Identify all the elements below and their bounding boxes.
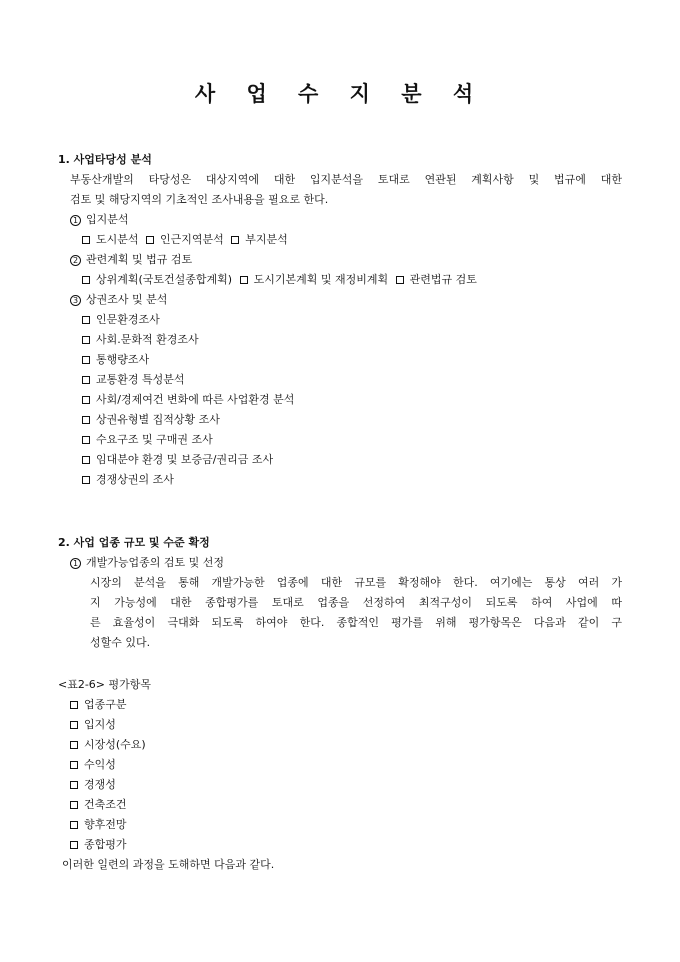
section-2-heading: 2. 사업 업종 규모 및 수준 확정	[58, 536, 210, 549]
checklist-item: 부지분석	[245, 233, 288, 246]
list-item	[82, 312, 160, 328]
checkbox-icon	[70, 721, 78, 729]
checkbox-icon	[82, 456, 90, 464]
list-item-label: 수요구조 및 구매권 조사	[96, 433, 213, 446]
checkbox-icon	[70, 761, 78, 769]
checkbox-icon	[82, 436, 90, 444]
checklist-row	[82, 272, 477, 288]
eval-item	[70, 737, 146, 753]
eval-item	[70, 717, 116, 733]
checkbox-icon	[146, 236, 154, 244]
checklist-row	[82, 232, 288, 248]
checkbox-icon	[70, 841, 78, 849]
section-1-intro-line-2: 검토 및 해당지역의 기초적인 조사내용을 필요로 한다.	[70, 193, 329, 206]
list-item	[82, 472, 174, 488]
subsection-1-1	[70, 212, 129, 228]
list-item-label: 사회.문화적 환경조사	[96, 333, 199, 346]
list-item-label: 임대분야 환경 및 보증금/권리금 조사	[96, 453, 274, 466]
eval-item-label: 입지성	[84, 718, 116, 731]
section-1-intro-line-1: 부동산개발의 타당성은 대상지역에 대한 입지분석을 토대로 연관된 계획사항 및 법규에 대한	[70, 173, 622, 186]
eval-item	[70, 797, 127, 813]
eval-item-label: 향후전망	[84, 818, 127, 831]
paragraph-line-3: 른 효율성이 극대화 되도록 하여야 한다. 종합적인 평가를 위해 평가항목은 다음과 같이 구	[90, 616, 622, 629]
eval-item	[70, 697, 127, 713]
checklist-item: 상위계획(국토건설종합계획)	[96, 273, 233, 286]
subsection-label: 입지분석	[86, 213, 129, 226]
circled-number: 2	[70, 255, 81, 266]
list-item	[82, 332, 199, 348]
document-title: 사 업 수 지 분 석	[194, 81, 486, 106]
eval-item-label: 수익성	[84, 758, 116, 771]
subsection-1-2	[70, 252, 192, 268]
paragraph-line-2: 지 가능성에 대한 종합평가를 토대로 업종을 선정하여 최적구성이 되도록 하여 사업에 따	[90, 596, 622, 609]
checkbox-icon	[70, 701, 78, 709]
circled-number: 1	[70, 215, 81, 226]
list-item	[82, 352, 149, 368]
checklist-item: 도시분석	[96, 233, 139, 246]
eval-item-label: 경쟁성	[84, 778, 116, 791]
checklist-item: 관련법규 검토	[409, 273, 477, 286]
checkbox-icon	[82, 396, 90, 404]
list-item	[82, 372, 185, 388]
eval-item	[70, 817, 127, 833]
eval-item-label: 업종구분	[84, 698, 127, 711]
checklist-item: 도시기본계획 및 재정비계획	[253, 273, 389, 286]
list-item-label: 상권유형별 집적상황 조사	[96, 413, 220, 426]
checkbox-icon	[70, 801, 78, 809]
subsection-label: 상권조사 및 분석	[86, 293, 168, 306]
eval-item-label: 종합평가	[84, 838, 127, 851]
paragraph-line-1: 시장의 분석을 통해 개발가능한 업종에 대한 규모를 확정해야 한다. 여기에는 통상 여러 가	[90, 576, 622, 589]
subsection-label: 개발가능업종의 검토 및 선정	[86, 556, 225, 569]
checkbox-icon	[231, 236, 239, 244]
eval-item	[70, 777, 116, 793]
checkbox-icon	[82, 356, 90, 364]
subsection-2-1	[70, 555, 224, 571]
list-item	[82, 452, 273, 468]
checkbox-icon	[240, 276, 248, 284]
subsection-label: 관련계획 및 법규 검토	[86, 253, 193, 266]
list-item-label: 사회/경제여건 변화에 따른 사업환경 분석	[96, 393, 295, 406]
circled-number: 1	[70, 558, 81, 569]
eval-item	[70, 837, 127, 853]
circled-number: 3	[70, 295, 81, 306]
checkbox-icon	[70, 741, 78, 749]
list-item-label: 교통환경 특성분석	[96, 373, 185, 386]
section-1-heading: 1. 사업타당성 분석	[58, 153, 152, 166]
checkbox-icon	[396, 276, 404, 284]
checkbox-icon	[82, 316, 90, 324]
paragraph-line-4: 성할수 있다.	[90, 636, 151, 649]
list-item-label: 인문환경조사	[96, 313, 160, 326]
list-item	[82, 412, 220, 428]
list-item	[82, 392, 294, 408]
eval-item-label: 건축조건	[84, 798, 127, 811]
closing-sentence: 이러한 일련의 과정을 도해하면 다음과 같다.	[62, 858, 275, 871]
checkbox-icon	[82, 336, 90, 344]
checkbox-icon	[82, 236, 90, 244]
list-item-label: 통행량조사	[96, 353, 150, 366]
checkbox-icon	[82, 476, 90, 484]
list-item	[82, 432, 213, 448]
checkbox-icon	[82, 376, 90, 384]
checklist-item: 인근지역분석	[160, 233, 224, 246]
eval-item	[70, 757, 116, 773]
checkbox-icon	[82, 416, 90, 424]
list-item-label: 경쟁상권의 조사	[96, 473, 174, 486]
checkbox-icon	[70, 821, 78, 829]
eval-item-label: 시장성(수요)	[84, 738, 146, 751]
table-caption: <표2-6> 평가항목	[58, 678, 152, 691]
checkbox-icon	[70, 781, 78, 789]
checkbox-icon	[82, 276, 90, 284]
subsection-1-3	[70, 292, 167, 308]
